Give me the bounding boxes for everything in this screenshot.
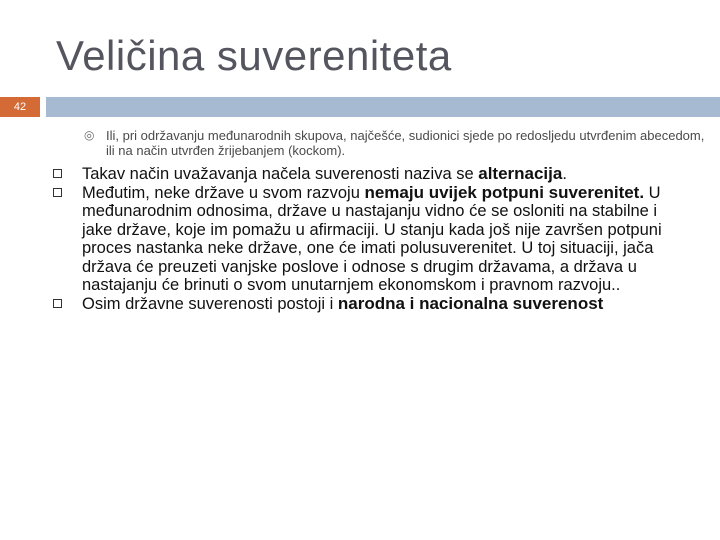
square-bullet-icon bbox=[53, 299, 62, 308]
square-bullet-icon bbox=[53, 169, 62, 178]
slide-title: Veličina suvereniteta bbox=[56, 32, 452, 79]
bullet-highlight: nemaju uvijek potpuni suverenitet. bbox=[364, 182, 645, 202]
sub-bullet-text: Ili, pri održavanju međunarodnih skupova, najčešće, sudionici sjede po redosljedu utvrđenim abecedom, ili na način utvrđen žrijebanjem (kockom). bbox=[106, 128, 705, 158]
bullet-text-end: . bbox=[562, 165, 567, 183]
circle-target-icon: ◎ bbox=[84, 128, 95, 142]
square-bullet-icon bbox=[53, 188, 62, 197]
bullet-item bbox=[82, 165, 684, 184]
sub-bullet-item bbox=[84, 128, 706, 158]
header-band bbox=[46, 97, 720, 117]
bullet-item bbox=[82, 184, 684, 295]
bullet-text: Takav način uvažavanja načela suverenosti naziva se bbox=[82, 165, 479, 183]
bullet-text-end: U međunarodnim odnosima, države u nastajanju vidno će se osloniti na stabilne i jake države, koje im pomažu u afirmaciji. U stanju kada još nije završen potpuni proces nastanka neke države, one će imati polusuverenitet. U toj situaciji, jača država će preuzeti vanjske poslove i odnose s drugim državama, a država u nastajanju će brinuti o svom unutarnjem ekonomskom i pravnom razvoju.. bbox=[82, 183, 662, 294]
bullet-item bbox=[82, 295, 684, 314]
slide-number: 42 bbox=[13, 101, 27, 113]
slide-number-badge bbox=[0, 97, 40, 117]
bullet-text: Osim državne suverenosti postoji i bbox=[82, 294, 338, 313]
bullet-text: Međutim, neke države u svom razvoju bbox=[82, 183, 365, 202]
bullet-highlight: alternacija bbox=[478, 164, 563, 183]
bullet-highlight: narodna i nacionalna suverenost bbox=[337, 293, 604, 313]
bullet-list bbox=[82, 165, 684, 313]
